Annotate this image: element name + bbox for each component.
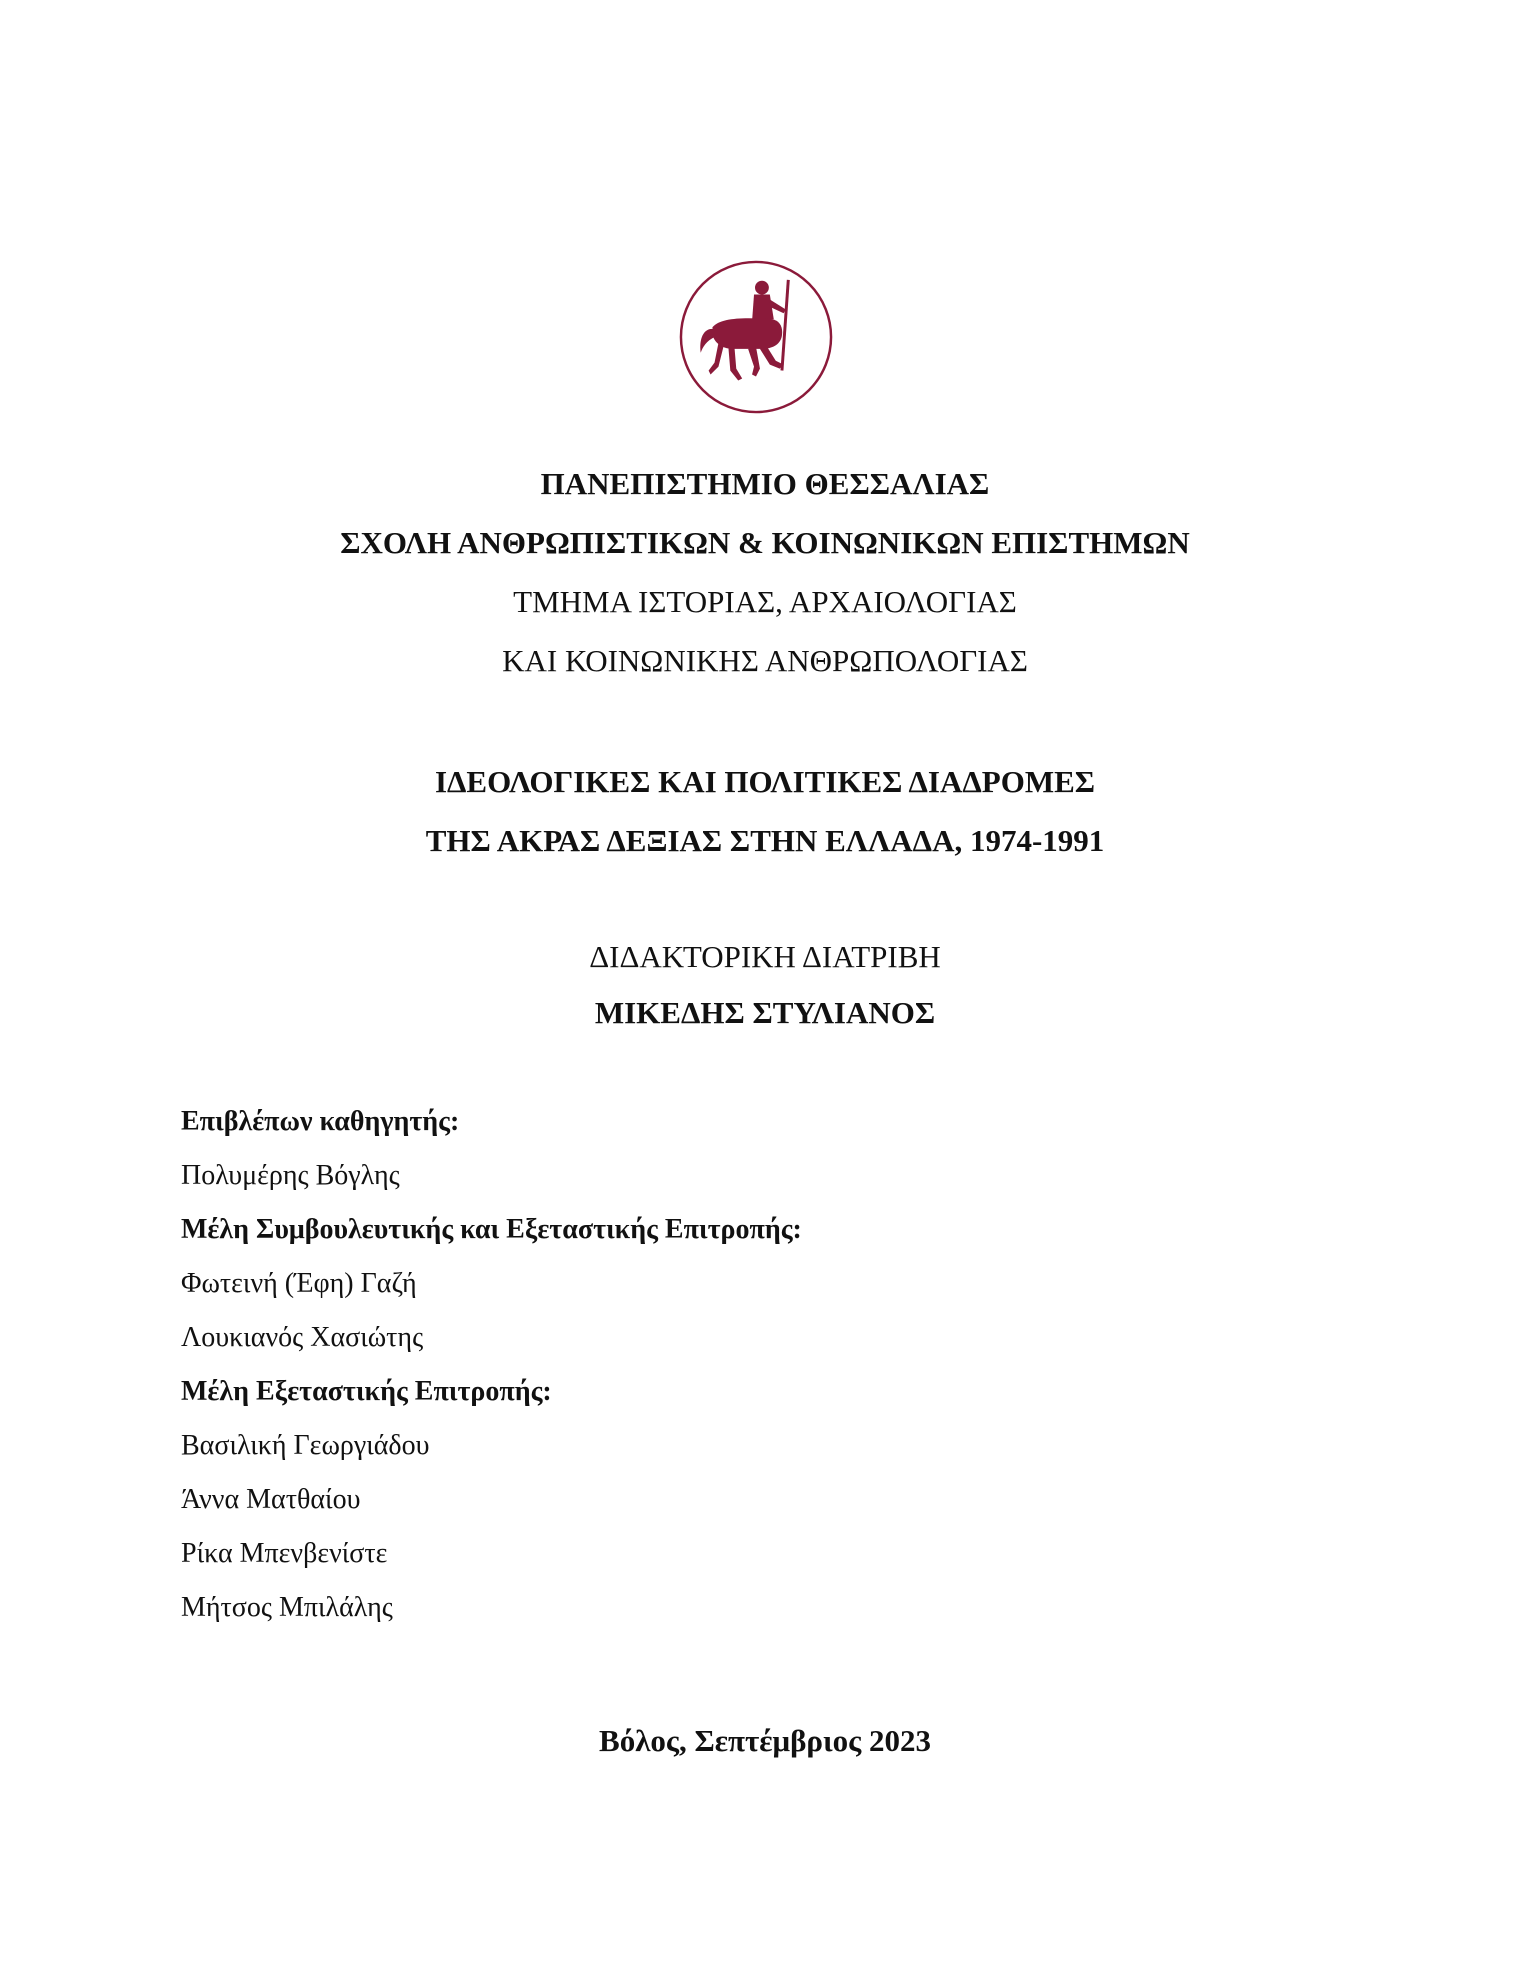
university-name: ΠΑΝΕΠΙΣΤΗΜΙΟ ΘΕΣΣΑΛΙΑΣ: [540, 466, 990, 501]
advisory-member: Λουκιανός Χασιώτης: [181, 1322, 424, 1353]
supervisor-name: Πολυμέρης Βόγλης: [181, 1160, 400, 1191]
thesis-type: ΔΙΔΑΚΤΟΡΙΚΗ ΔΙΑΤΡΙΒΗ: [589, 939, 941, 974]
thesis-title-line-1: ΙΔΕΟΛΟΓΙΚΕΣ ΚΑΙ ΠΟΛΙΤΙΚΕΣ ΔΙΑΔΡΟΜΕΣ: [434, 764, 1096, 799]
examining-member: Ρίκα Μπενβενίστε: [181, 1538, 388, 1569]
supervisor-label: Επιβλέπων καθηγητής:: [181, 1106, 460, 1137]
advisory-committee-label: Μέλη Συμβουλευτικής και Εξεταστικής Επιτροπής:: [181, 1214, 802, 1245]
thesis-title-line-2: ΤΗΣ ΑΚΡΑΣ ΔΕΞΙΑΣ ΣΤΗΝ ΕΛΛΑΔΑ, 1974-1991: [425, 823, 1105, 858]
centaur-seal-icon: [677, 258, 835, 416]
thesis-author: ΜΙΚΕΔΗΣ ΣΤΥΛΙΑΝΟΣ: [594, 995, 936, 1030]
place-date: Βόλος, Σεπτέμβριος 2023: [599, 1723, 931, 1758]
department-line-2: ΚΑΙ ΚΟΙΝΩΝΙΚΗΣ ΑΝΘΡΩΠΟΛΟΓΙΑΣ: [502, 643, 1028, 678]
examining-committee-label: Μέλη Εξεταστικής Επιτροπής:: [181, 1376, 552, 1407]
school-name: ΣΧΟΛΗ ΑΝΘΡΩΠΙΣΤΙΚΩΝ & ΚΟΙΝΩΝΙΚΩΝ ΕΠΙΣΤΗΜΩΝ: [340, 525, 1190, 560]
advisory-member: Φωτεινή (Έφη) Γαζή: [181, 1268, 417, 1299]
examining-member: Βασιλική Γεωργιάδου: [181, 1430, 430, 1461]
examining-member: Μήτσος Μπιλάλης: [181, 1592, 393, 1623]
examining-member: Άννα Ματθαίου: [181, 1484, 361, 1515]
department-line-1: ΤΜΗΜΑ ΙΣΤΟΡΙΑΣ, ΑΡΧΑΙΟΛΟΓΙΑΣ: [513, 584, 1017, 619]
